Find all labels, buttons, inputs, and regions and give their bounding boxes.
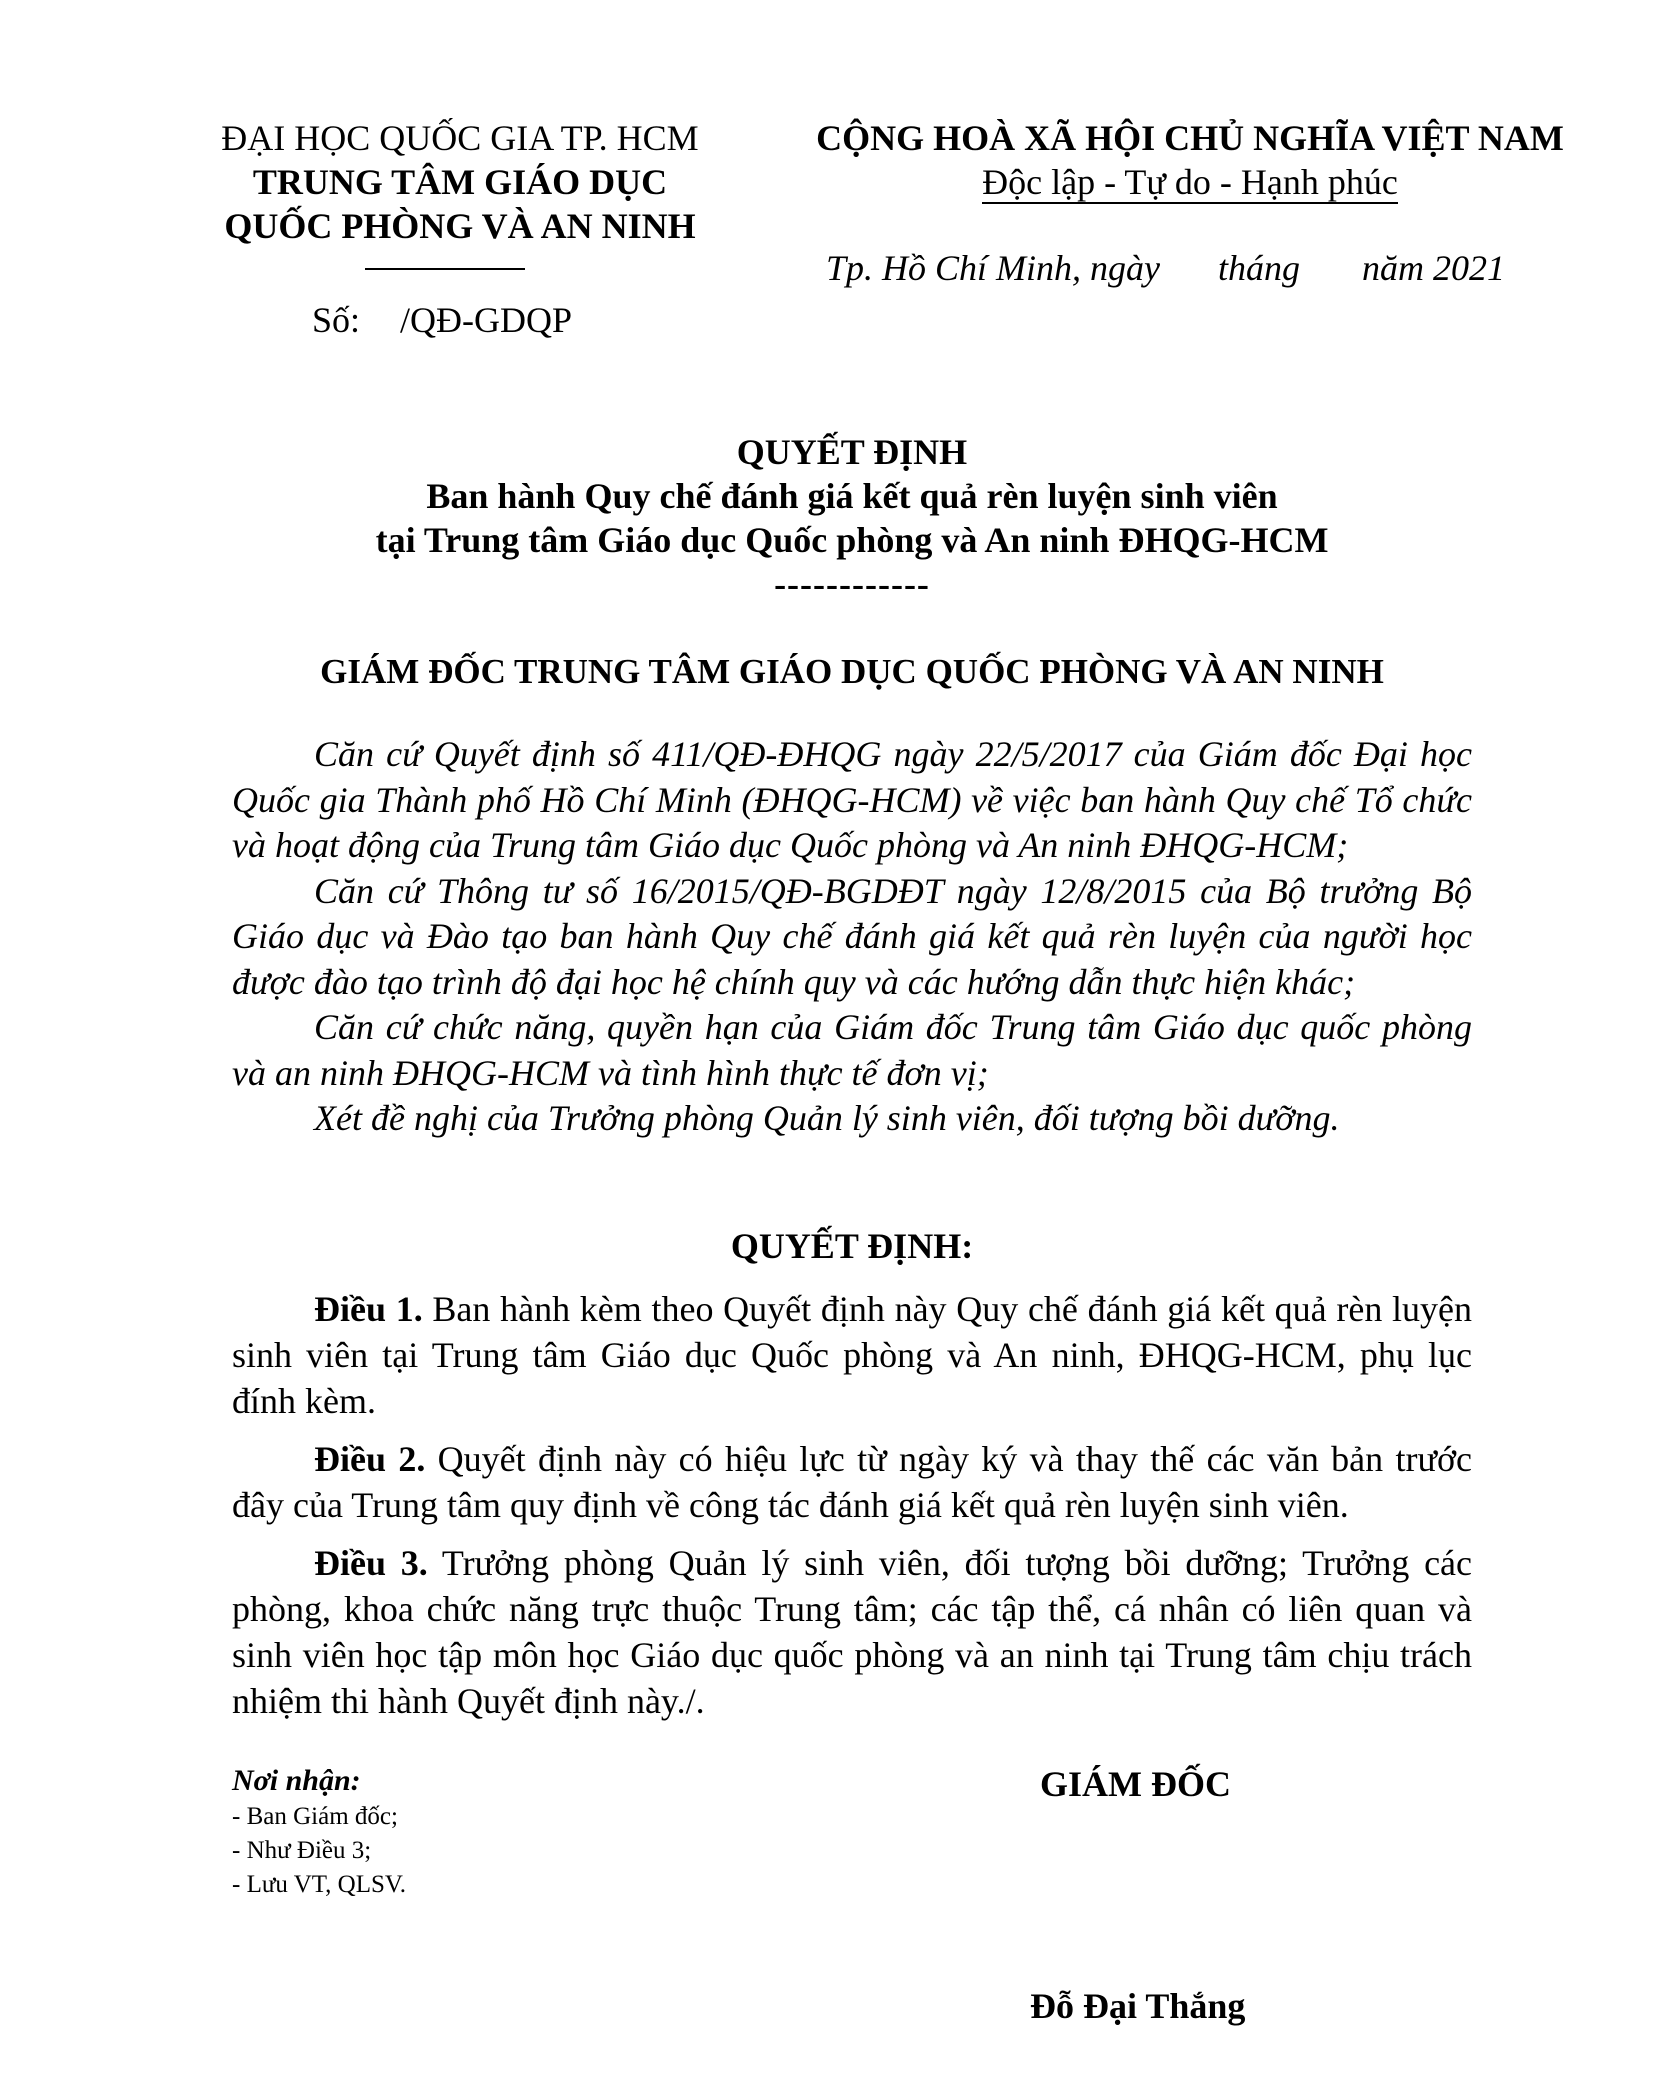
unit-name-line2: QUỐC PHÒNG VÀ AN NINH bbox=[224, 206, 696, 246]
article-text: Quyết định này có hiệu lực từ ngày ký và thay thế các văn bản trước đây của Trung tâm quy định về công tác đánh giá kết quả rèn luyện sinh viên. bbox=[232, 1439, 1472, 1525]
basis-item: Căn cứ chức năng, quyền hạn của Giám đốc Trung tâm Giáo dục quốc phòng và an ninh ĐHQG-HCM và tình hình thực tế đơn vị; bbox=[232, 1007, 1472, 1093]
article-label: Điều 1. bbox=[314, 1289, 423, 1329]
title-separator: ------------ bbox=[774, 564, 930, 604]
date-place: Tp. Hồ Chí Minh, ngày bbox=[826, 248, 1161, 288]
signer-name: Đỗ Đại Thắng bbox=[1030, 1986, 1246, 2026]
signer-title: GIÁM ĐỐC bbox=[1040, 1764, 1231, 1804]
article-text: Trưởng phòng Quản lý sinh viên, đối tượng bồi dưỡng; Trưởng các phòng, khoa chức năng trực thuộc Trung tâm; các tập thể, cá nhân có liên quan và sinh viên học tập môn học Giáo dục quốc phòng và an ninh tại Trung tâm chịu trách nhiệm thi hành Quyết định này./. bbox=[232, 1543, 1473, 1721]
recipient-item: - Như Điều 3; bbox=[232, 1837, 372, 1864]
basis-item: Xét đề nghị của Trưởng phòng Quản lý sinh viên, đối tượng bồi dưỡng. bbox=[314, 1098, 1340, 1138]
decision-heading: QUYẾT ĐỊNH: bbox=[730, 1226, 974, 1266]
document-number-value: /QĐ-GDQP bbox=[400, 300, 573, 340]
issuing-organization bbox=[180, 116, 740, 248]
article-text: Ban hành kèm theo Quyết định này Quy chế đánh giá kết quả rèn luyện sinh viên tại Trung tâm Giáo dục Quốc phòng và An ninh, ĐHQG-HCM, phụ lục đính kèm. bbox=[232, 1289, 1473, 1421]
basis-item: Căn cứ Thông tư số 16/2015/QĐ-BGDĐT ngày 12/8/2015 của Bộ trưởng Bộ Giáo dục và Đào tạo ban hành Quy chế đánh giá kết quả rèn luyện của người học được đào tạo trình độ đại học hệ chính quy và các hướng dẫn thực hiện khác; bbox=[232, 870, 1472, 1002]
national-header bbox=[800, 116, 1580, 204]
article-3 bbox=[232, 1540, 1472, 1724]
recipient-item: - Ban Giám đốc; bbox=[232, 1803, 398, 1830]
recipient-item: - Lưu VT, QLSV. bbox=[232, 1871, 406, 1898]
authority-heading: GIÁM ĐỐC TRUNG TÂM GIÁO DỤC QUỐC PHÒNG VÀ AN NINH bbox=[320, 652, 1384, 691]
title-line2: tại Trung tâm Giáo dục Quốc phòng và An ninh ĐHQG-HCM bbox=[375, 520, 1329, 560]
issue-date bbox=[826, 246, 1505, 290]
document-number bbox=[312, 298, 572, 342]
basis-item: Căn cứ Quyết định số 411/QĐ-ĐHQG ngày 22/5/2017 của Giám đốc Đại học Quốc gia Thành phố Hồ Chí Minh (ĐHQG-HCM) về việc ban hành Quy chế Tổ chức và hoạt động của Trung tâm Giáo dục Quốc phòng và An ninh ĐHQG-HCM; bbox=[232, 734, 1472, 865]
article-1 bbox=[232, 1286, 1472, 1424]
parent-organization: ĐẠI HỌC QUỐC GIA TP. HCM bbox=[221, 118, 699, 158]
article-2 bbox=[232, 1436, 1472, 1528]
date-month: tháng bbox=[1218, 248, 1301, 288]
title-line1: Ban hành Quy chế đánh giá kết quả rèn luyện sinh viên bbox=[426, 476, 1278, 516]
articles bbox=[232, 1286, 1472, 1736]
legal-basis bbox=[232, 732, 1472, 1142]
unit-name-line1: TRUNG TÂM GIÁO DỤC bbox=[252, 162, 668, 202]
document-title bbox=[227, 430, 1477, 606]
article-label: Điều 3. bbox=[314, 1543, 428, 1583]
article-label: Điều 2. bbox=[314, 1439, 426, 1479]
recipients bbox=[232, 1762, 406, 1902]
date-year: năm 2021 bbox=[1362, 248, 1506, 288]
document-number-label: Số: bbox=[312, 300, 361, 340]
header-left-divider bbox=[365, 268, 525, 270]
recipients-label: Nơi nhận: bbox=[232, 1764, 361, 1797]
title-heading: QUYẾT ĐỊNH bbox=[736, 432, 968, 472]
national-motto: Độc lập - Tự do - Hạnh phúc bbox=[982, 162, 1398, 202]
national-title: CỘNG HOÀ XÃ HỘI CHỦ NGHĨA VIỆT NAM bbox=[816, 118, 1564, 158]
